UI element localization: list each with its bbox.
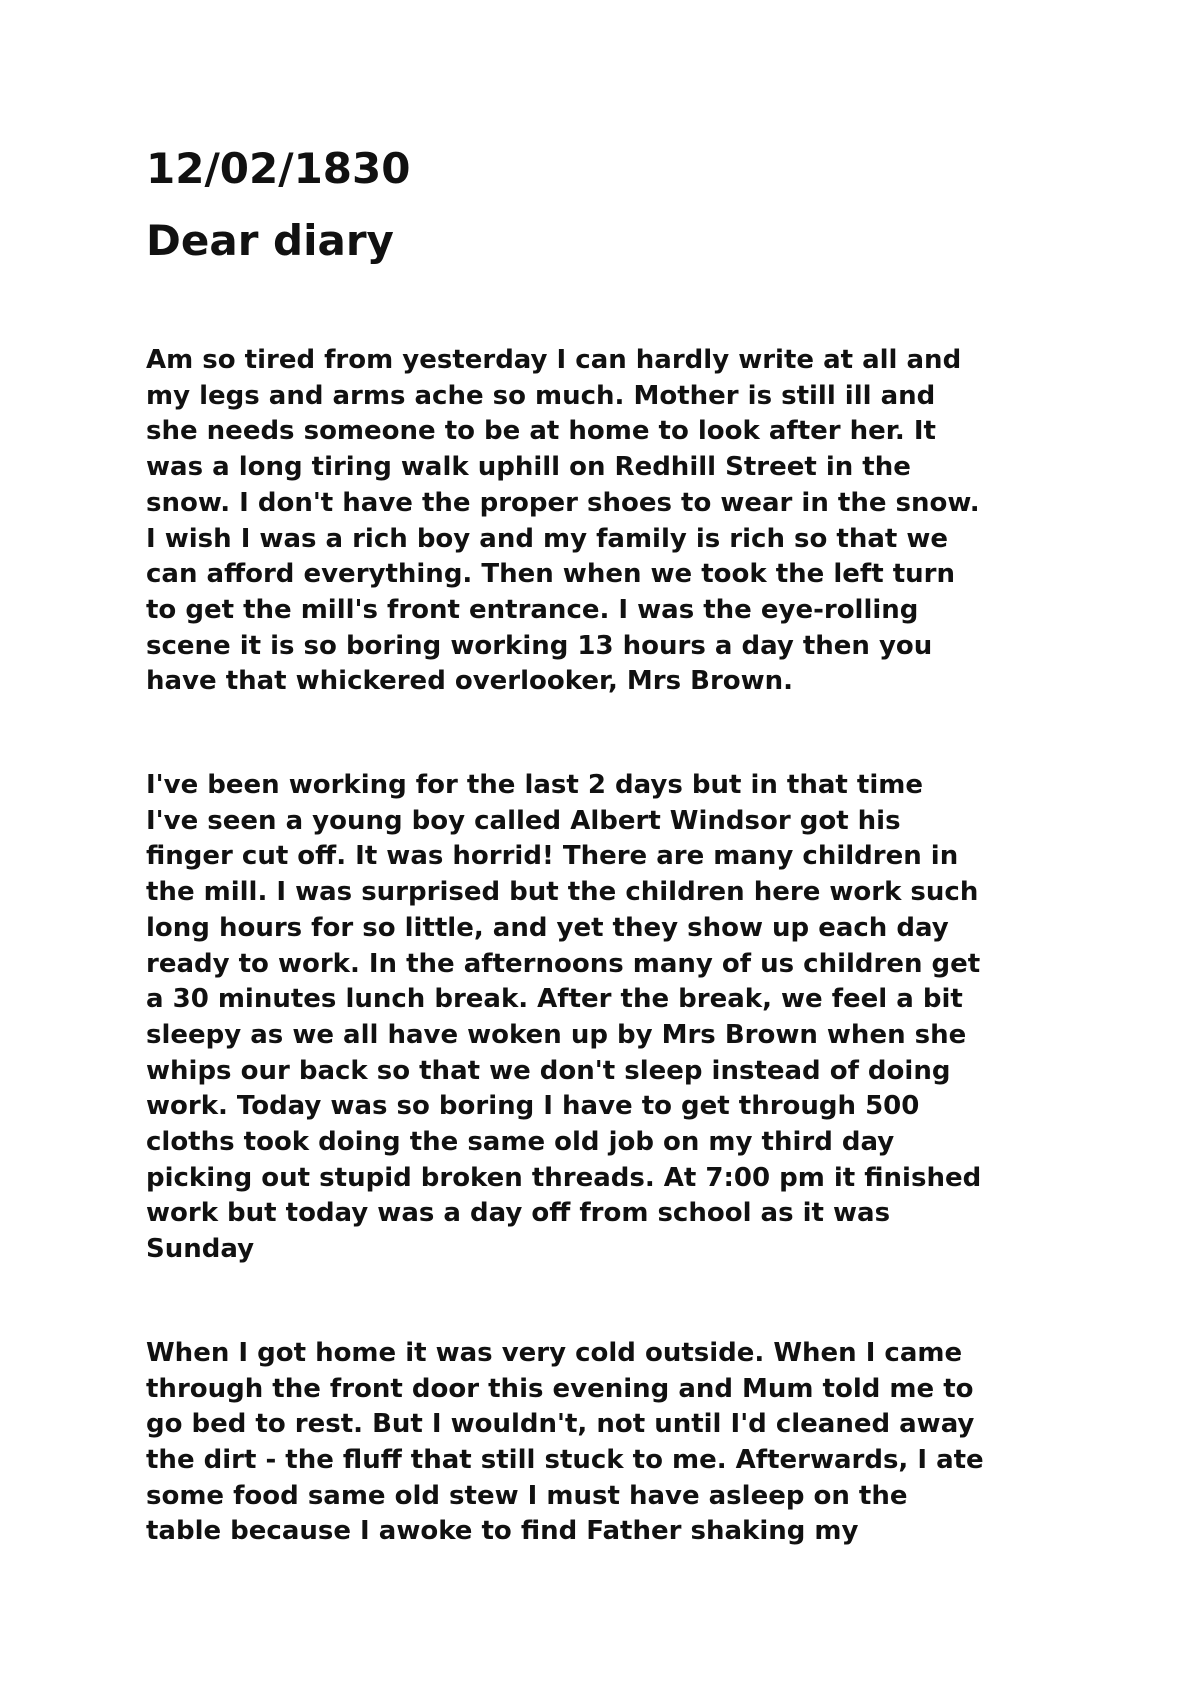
paragraph-1: Am so tired from yesterday I can hardly write at all and my legs and arms ache so much. Mother is still ill and she needs someone to be at home to look after her. It was a long tiring walk uphill on Redhill Street in the snow. I don't have the proper shoes to wear in the snow. I wish I was a rich boy and my family is rich so that we can afford everything. Then when we took the left turn to get the mill's front entrance. I was the eye-rolling scene it is so boring working 13 hours a day then you have that whickered overlooker, Mrs Brown. (146, 345, 980, 697)
paragraph-3: When I got home it was very cold outside. When I came through the front door this evening and Mum told me to go bed to rest. But I wouldn't, not until I'd cleaned away the dirt - the fluff that still stuck to me. Afterwards, I ate some food same old stew I must have asleep on the table because I awoke to find Father shaking my (146, 1337, 984, 1547)
entry-greeting: Dear diary (146, 216, 394, 265)
paragraph-2: I've been working for the last 2 days but in that time I've seen a young boy called Albert Windsor got his finger cut off. It was horrid! There are many children in the mill. I was surprised but the children here work such long hours for so little, and yet they show up each day ready to work. In the afternoons many of us children get a 30 minutes lunch break. After the break, we feel a bit sleepy as we all have woken up by Mrs Brown when she whips our back so that we don't sleep instead of doing work. Today was so boring I have to get through 500 cloths took doing the same old job on my third day picking out stupid broken threads. At 7:00 pm it finished work but today was a day off from school as it was Sunday (146, 770, 982, 1265)
diary-entry (146, 144, 1086, 1550)
entry-date: 12/02/1830 (146, 144, 411, 193)
